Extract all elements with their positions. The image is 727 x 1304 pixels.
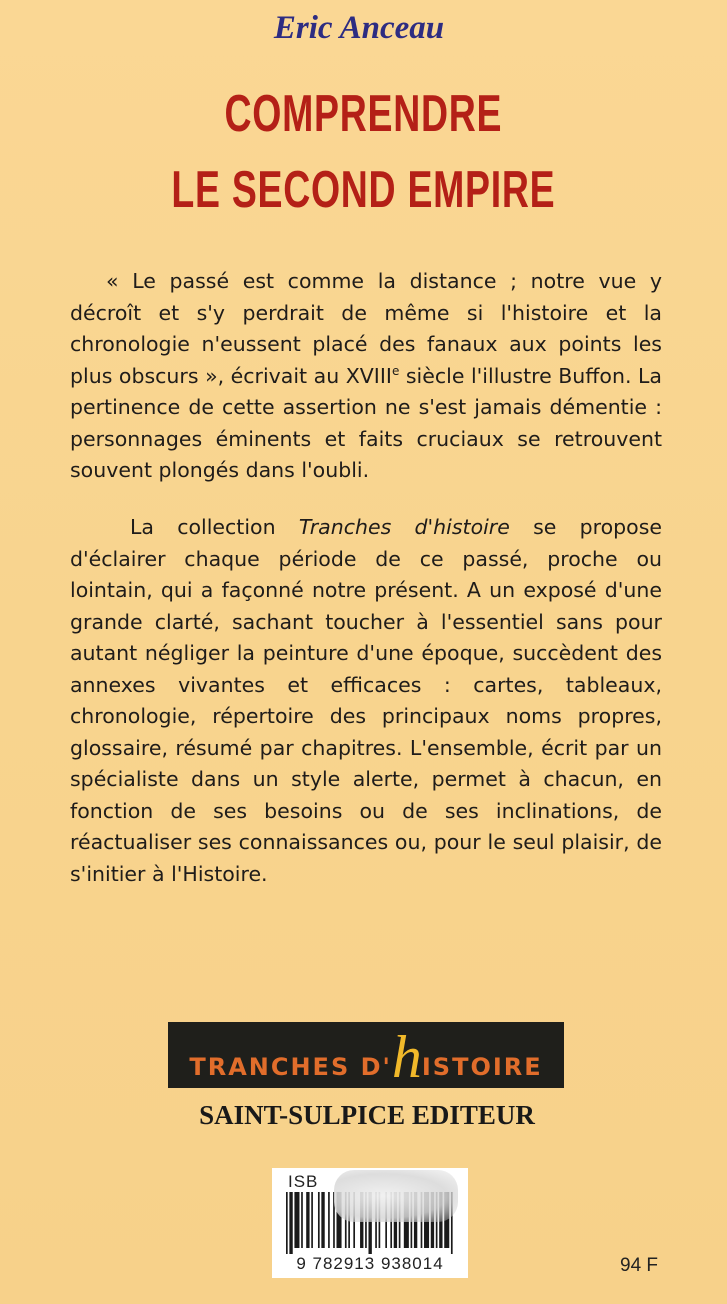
price-label: 94 F xyxy=(620,1255,659,1276)
blurb-p1-superscript: e xyxy=(391,363,400,378)
isbn-label: ISB xyxy=(288,1172,319,1191)
barcode-bar xyxy=(311,1192,313,1248)
blurb-p2-text-a: La collection xyxy=(130,515,299,539)
barcode-bar xyxy=(321,1192,324,1248)
series-logo xyxy=(168,1022,564,1088)
barcode-bar xyxy=(301,1192,303,1248)
barcode-bar xyxy=(328,1192,330,1248)
blurb-paragraph-1 xyxy=(70,266,662,487)
price-sticker-residue xyxy=(334,1170,458,1222)
blurb-p2-text-b: se propose d'éclairer chaque période de ce passé, proche ou lointain, qui a façonné notre présent. A un exposé d'une grande clarté, sachant toucher à l'essentiel sans pour autant négliger la peinture d'une époque, succèdent des annexes vivantes et efficaces : cartes, tableaux, chronologie, répertoire des principaux noms propres, glossaire, résumé par chapitres. L'ensemble, écrit par un spécialiste dans un style alerte, permet à chacun, en fonction de ses besoins ou de ses inclinations, de réactualiser ses connaissances ou, pour le seul plaisir, de s'initier à l'Histoire. xyxy=(70,515,662,886)
barcode-bar xyxy=(294,1192,299,1248)
book-title-line-2: LE SECOND EMPIRE xyxy=(171,161,556,219)
book-title-line-1: COMPRENDRE xyxy=(224,85,503,143)
series-logo-part-1: TRANCHES D' xyxy=(189,1053,392,1081)
series-logo-initial: h xyxy=(391,1024,422,1088)
barcode-bar xyxy=(289,1192,292,1254)
barcode-digits: 9 782913 938014 xyxy=(296,1254,444,1273)
isbn-barcode xyxy=(272,1168,468,1278)
series-logo-text xyxy=(168,1024,564,1088)
publisher-name: SAINT-SULPICE EDITEUR xyxy=(199,1100,535,1130)
blurb-paragraph-2 xyxy=(70,512,662,890)
blurb-p1-text-b: siècle l'illustre Buffon. La pertinence de cette assertion ne s'est jamais démentie : personnages éminents et faits cruciaux se retrouvent souvent plongés dans l'oubli. xyxy=(70,363,662,482)
blurb-p2-series-name: Tranches d'histoire xyxy=(298,515,510,539)
series-logo-part-2: ISTOIRE xyxy=(421,1053,543,1081)
barcode-bar xyxy=(286,1192,288,1254)
author-name: Eric Anceau xyxy=(273,10,445,46)
barcode-bar xyxy=(306,1192,309,1248)
blurb-p1-text-a: « Le passé est comme la distance ; notre vue y décroît et s'y perdrait de même si l'histoire et la chronologie n'eussent placé des fanaux aux points les plus obscurs », écrivait au XVIII xyxy=(70,269,662,388)
barcode-bar xyxy=(318,1192,320,1248)
